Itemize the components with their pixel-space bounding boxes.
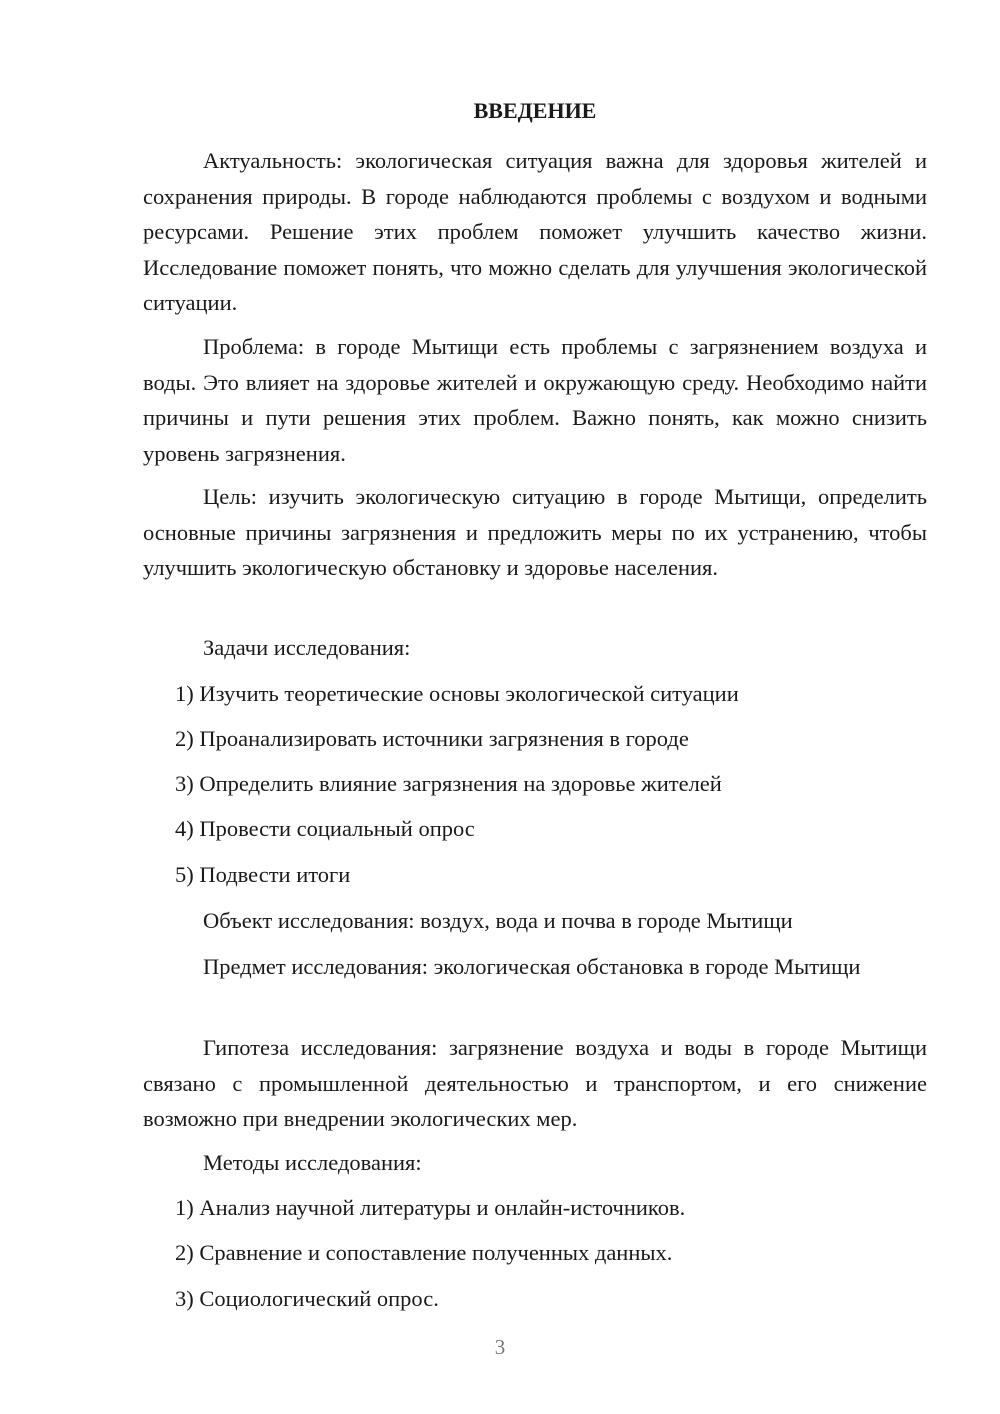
relevance-paragraph: Актуальность: экологическая ситуация важна для здоровья жителей и сохранения природы. В городе наблюдаются проблемы с воздухом и водными ресурсами. Решение этих проблем поможет улучшить качество жизни. Исследование поможет понять, что можно сделать для улучшения экологической ситуации.	[143, 148, 927, 315]
method-item: 1) Анализ научной литературы и онлайн-источников.	[175, 1195, 686, 1220]
page-number: 3	[494, 1335, 506, 1359]
goal-paragraph: Цель: изучить экологическую ситуацию в городе Мытищи, определить основные причины загрязнения и предложить меры по их устранению, чтобы улучшить экологическую обстановку и здоровье населения.	[143, 484, 927, 580]
task-item: 4) Провести социальный опрос	[175, 816, 475, 841]
tasks-heading: Задачи исследования:	[203, 635, 411, 660]
methods-heading: Методы исследования:	[203, 1150, 422, 1175]
task-item: 3) Определить влияние загрязнения на здоровье жителей	[175, 771, 722, 796]
task-item: 5) Подвести итоги	[175, 862, 351, 887]
task-item: 1) Изучить теоретические основы экологической ситуации	[175, 681, 739, 706]
method-item: 2) Сравнение и сопоставление полученных данных.	[175, 1240, 673, 1265]
problem-paragraph: Проблема: в городе Мытищи есть проблемы с загрязнением воздуха и воды. Это влияет на здоровье жителей и окружающую среду. Необходимо найти причины и пути решения этих проблем. Важно понять, как можно снизить уровень загрязнения.	[143, 334, 927, 466]
page-title: ВВЕДЕНИЕ	[473, 98, 597, 123]
hypothesis-paragraph: Гипотеза исследования: загрязнение воздуха и воды в городе Мытищи связано с промышленной деятельностью и транспортом, и его снижение возможно при внедрении экологических мер.	[143, 1035, 927, 1131]
subject-paragraph: Предмет исследования: экологическая обстановка в городе Мытищи	[203, 954, 861, 979]
task-item: 2) Проанализировать источники загрязнения в городе	[175, 726, 689, 751]
object-line: Объект исследования: воздух, вода и почва в городе Мытищи	[203, 908, 793, 933]
method-item: 3) Социологический опрос.	[175, 1286, 439, 1311]
